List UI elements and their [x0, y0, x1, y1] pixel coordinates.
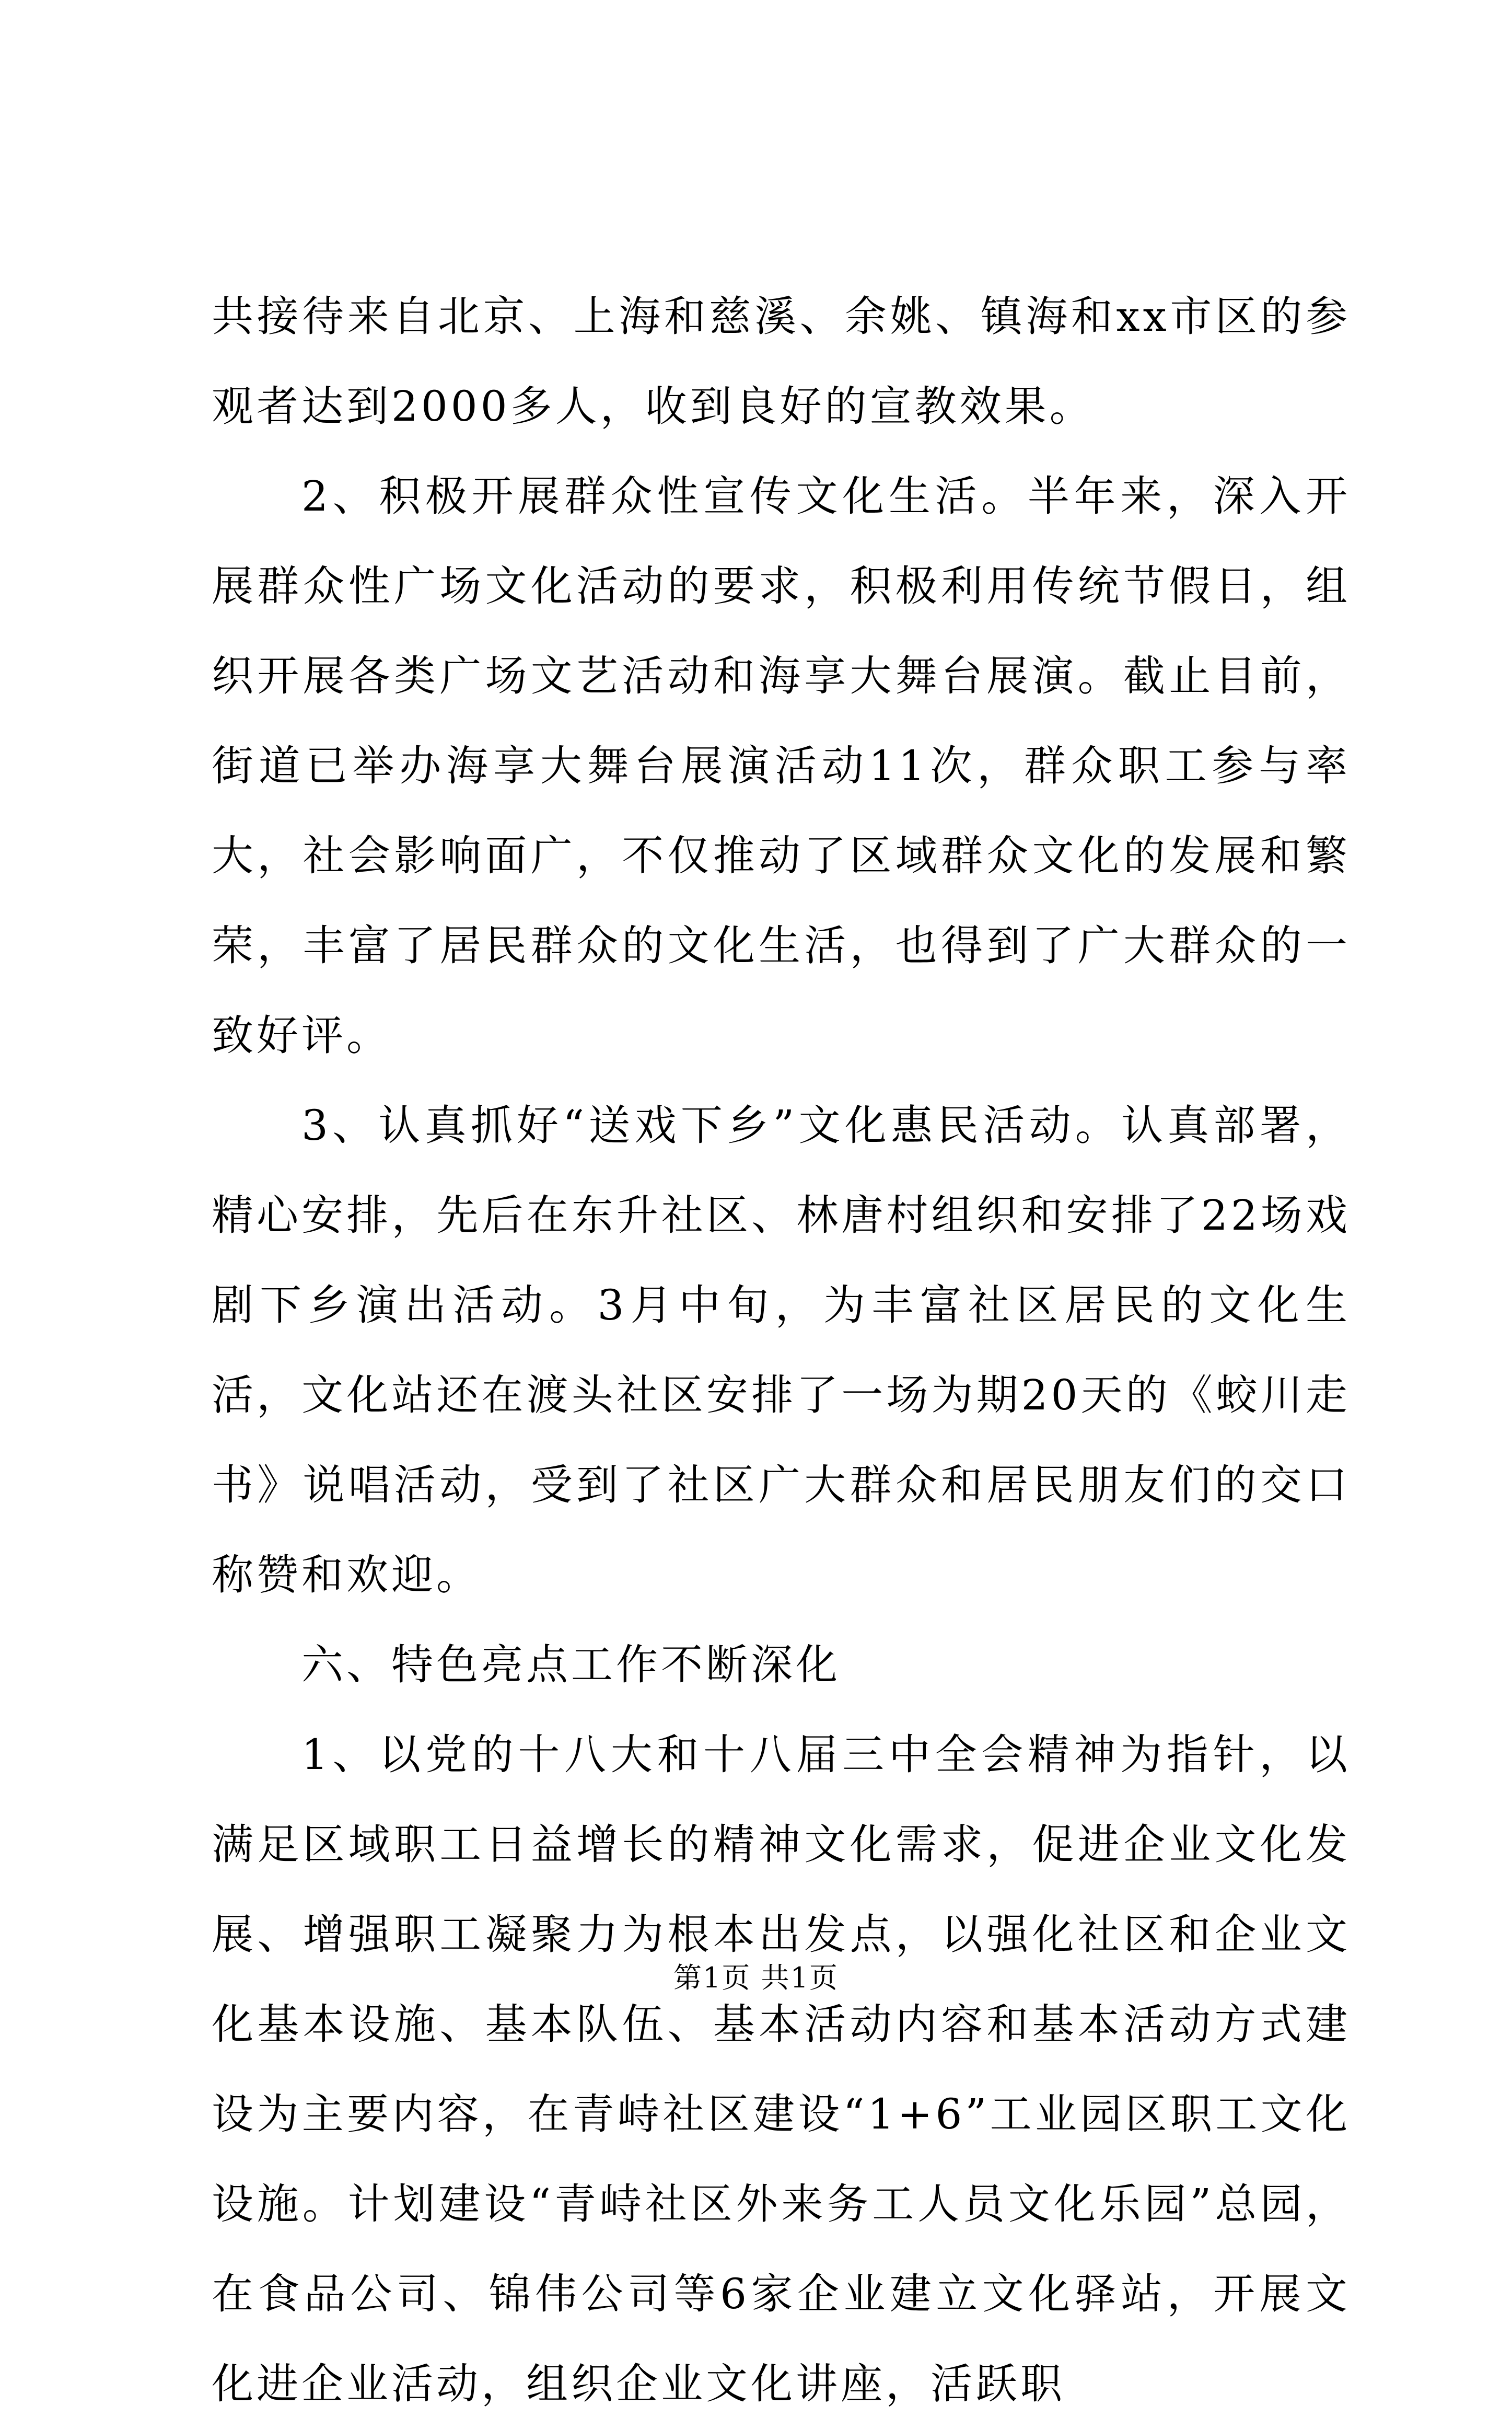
paragraph-item-3: 3、认真抓好“送戏下乡”文化惠民活动。认真部署，精心安排，先后在东升社区、林唐村组织和安排了22场戏剧下乡演出活动。3月中旬，为丰富社区居民的文化生活，文化站还在渡头社区安排了一场为期20天的《蛟川走书》说唱活动，受到了社区广大群众和居民朋友们的交口称赞和欢迎。 — [212, 1101, 1351, 1599]
section-heading-six: 六、特色亮点工作不断深化 — [301, 1640, 841, 1689]
paragraph-continuation: 共接待来自北京、上海和慈溪、余姚、镇海和xx市区的参观者达到2000多人，收到良好的宣教效果。 — [212, 292, 1351, 431]
paragraph-item-2: 2、积极开展群众性宣传文化生活。半年来，深入开展群众性广场文化活动的要求，积极利用传统节假日，组织开展各类广场文艺活动和海享大舞台展演。截止目前，街道已举办海享大舞台展演活动11次，群众职工参与率大，社会影响面广，不仅推动了区域群众文化的发展和繁荣，丰富了居民群众的文化生活，也得到了广大群众的一致好评。 — [212, 472, 1351, 1060]
page-footer: 第1页 共1页 — [673, 1961, 839, 1994]
paragraph-item-1: 1、以党的十八大和十八届三中全会精神为指针，以满足区域职工日益增长的精神文化需求，促进企业文化发展、增强职工凝聚力为根本出发点，以强化社区和企业文化基本设施、基本队伍、基本活动内容和基本活动方式建设为主要内容，在青峙社区建设“1+6”工业园区职工文化设施。计划建设“青峙社区外来务工人员文化乐园”总园，在食品公司、锦伟公司等6家企业建立文化驿站，开展文化进企业活动，组织企业文化讲座，活跃职 — [212, 1730, 1351, 2408]
document-body — [212, 272, 1351, 2429]
